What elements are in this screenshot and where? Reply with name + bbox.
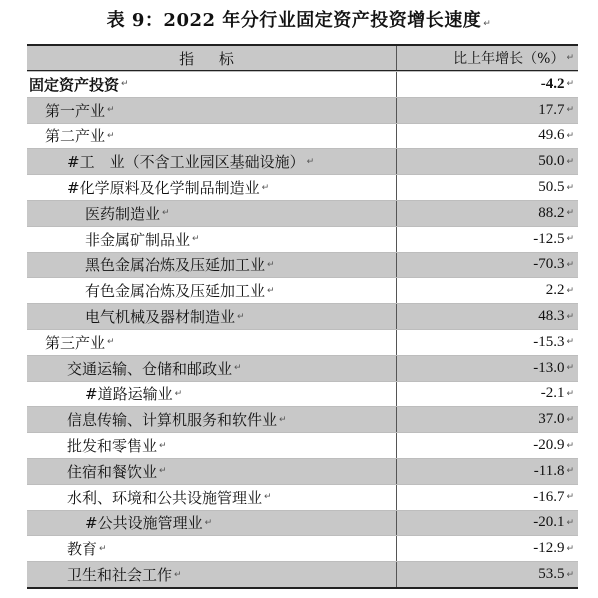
row-label-text: 第一产业 — [45, 101, 106, 120]
table-row — [27, 123, 578, 149]
row-label-text: 黑色金属冶炼及压延加工业 — [85, 256, 266, 275]
paragraph-mark-icon: ↵ — [306, 156, 315, 167]
row-label-text: #化学原料及化学制品制造业 — [67, 179, 260, 198]
paragraph-mark-icon: ↵ — [566, 569, 574, 580]
growth-table — [27, 44, 578, 589]
row-value — [397, 253, 578, 278]
table-row — [27, 406, 578, 432]
row-value — [397, 485, 578, 510]
row-value — [397, 98, 578, 123]
header-growth — [397, 46, 578, 70]
paragraph-mark-icon: ↵ — [107, 105, 115, 116]
table-row — [27, 381, 578, 407]
row-value-text: 37.0 — [538, 411, 565, 428]
row-label — [27, 149, 397, 174]
table-row — [27, 71, 578, 97]
row-label — [27, 227, 397, 252]
row-label-text: 医药制造业 — [85, 204, 161, 223]
row-label-text: #工 业（不含工业园区基础设施） — [67, 153, 305, 172]
row-label-text: 教育 — [67, 540, 98, 559]
row-value — [397, 124, 578, 149]
paragraph-mark-icon: ↵ — [566, 53, 574, 63]
row-label-text: 第三产业 — [45, 333, 106, 352]
paragraph-mark-icon: ↵ — [566, 414, 574, 425]
table-row — [27, 458, 578, 484]
row-value-text: -70.3 — [533, 256, 565, 273]
table-row — [27, 484, 578, 510]
row-value — [397, 227, 578, 252]
row-value-text: -4.2 — [540, 75, 565, 92]
row-label — [27, 382, 397, 407]
row-label — [27, 124, 397, 149]
paragraph-mark-icon: ↵ — [566, 388, 574, 399]
paragraph-mark-icon: ↵ — [159, 440, 167, 451]
paragraph-mark-icon: ↵ — [566, 105, 574, 116]
paragraph-mark-icon: ↵ — [192, 234, 200, 245]
table-row — [27, 200, 578, 226]
paragraph-mark-icon: ↵ — [566, 337, 574, 348]
paragraph-mark-icon: ↵ — [566, 311, 574, 322]
row-value-text: -11.8 — [533, 462, 565, 479]
row-label-text: 有色金属冶炼及压延加工业 — [85, 282, 266, 301]
row-value — [397, 72, 578, 97]
row-label — [27, 304, 397, 329]
paragraph-mark-icon: ↵ — [566, 182, 574, 193]
paragraph-mark-icon: ↵ — [566, 492, 574, 503]
paragraph-mark-icon: ↵ — [267, 259, 275, 270]
paragraph-mark-icon: ↵ — [204, 517, 213, 528]
row-value — [397, 562, 578, 587]
paragraph-mark-icon: ↵ — [237, 311, 245, 322]
paragraph-mark-icon: ↵ — [566, 440, 574, 451]
paragraph-mark-icon: ↵ — [566, 234, 574, 245]
row-value — [397, 407, 578, 432]
row-label — [27, 278, 397, 303]
row-label-text: 交通运输、仓储和邮政业 — [67, 359, 233, 378]
row-label-text: 批发和零售业 — [67, 437, 158, 456]
paragraph-mark-icon: ↵ — [162, 208, 170, 219]
header-growth-text: 比上年增长（%） — [453, 51, 565, 67]
row-label-text: #公共设施管理业 — [85, 514, 203, 533]
paragraph-mark-icon: ↵ — [483, 19, 492, 29]
paragraph-mark-icon: ↵ — [566, 130, 574, 141]
row-label-text: 水利、环境和公共设施管理业 — [67, 488, 263, 507]
paragraph-mark-icon: ↵ — [267, 285, 275, 296]
paragraph-mark-icon: ↵ — [234, 363, 242, 374]
paragraph-mark-icon: ↵ — [566, 466, 574, 477]
paragraph-mark-icon: ↵ — [566, 259, 574, 270]
table-row — [27, 535, 578, 561]
row-label — [27, 330, 397, 355]
paragraph-mark-icon: ↵ — [99, 543, 107, 554]
row-label-text: 住宿和餐饮业 — [67, 462, 158, 481]
paragraph-mark-icon: ↵ — [566, 156, 574, 167]
row-value-text: -20.9 — [533, 437, 565, 454]
row-label-text: 非金属矿制品业 — [85, 230, 191, 249]
row-value — [397, 382, 578, 407]
row-label-text: #道路运输业 — [85, 385, 173, 404]
row-value-text: -13.0 — [533, 359, 565, 376]
table-row — [27, 355, 578, 381]
header-indicator: 指 标 — [27, 46, 397, 70]
row-label — [27, 98, 397, 123]
row-label-text: 第二产业 — [45, 127, 106, 146]
row-value-text: -2.1 — [540, 385, 565, 402]
table-title-text: 表 9：2022 年分行业固定资产投资增长速度 — [106, 10, 482, 31]
row-value-text: 50.5 — [538, 179, 565, 196]
row-value — [397, 149, 578, 174]
row-value-text: 17.7 — [538, 101, 565, 118]
table-row — [27, 561, 578, 587]
paragraph-mark-icon: ↵ — [566, 517, 574, 528]
row-label — [27, 459, 397, 484]
row-label — [27, 253, 397, 278]
row-label — [27, 407, 397, 432]
paragraph-mark-icon: ↵ — [566, 543, 574, 554]
table-title — [0, 6, 598, 32]
row-label — [27, 536, 397, 561]
row-value — [397, 511, 578, 536]
row-value-text: 88.2 — [538, 204, 565, 221]
row-value — [397, 433, 578, 458]
row-label-text: 卫生和社会工作 — [67, 566, 173, 585]
row-label — [27, 511, 397, 536]
row-value-text: 48.3 — [538, 308, 565, 325]
row-value-text: -16.7 — [533, 488, 565, 505]
table-row — [27, 148, 578, 174]
paragraph-mark-icon: ↵ — [279, 414, 287, 425]
paragraph-mark-icon: ↵ — [121, 79, 129, 90]
row-value-text: -15.3 — [533, 333, 565, 350]
table-row — [27, 97, 578, 123]
row-value — [397, 459, 578, 484]
row-label — [27, 175, 397, 200]
row-label-text: 电气机械及器材制造业 — [85, 308, 236, 327]
table-row — [27, 432, 578, 458]
row-value-text: 53.5 — [538, 566, 565, 583]
paragraph-mark-icon: ↵ — [566, 363, 574, 374]
paragraph-mark-icon: ↵ — [566, 285, 574, 296]
paragraph-mark-icon: ↵ — [174, 569, 182, 580]
row-value — [397, 175, 578, 200]
paragraph-mark-icon: ↵ — [566, 208, 574, 219]
paragraph-mark-icon: ↵ — [159, 466, 167, 477]
table-row — [27, 329, 578, 355]
table-row — [27, 510, 578, 536]
row-value — [397, 304, 578, 329]
row-value-text: -20.1 — [533, 514, 565, 531]
row-label — [27, 562, 397, 587]
table-row — [27, 303, 578, 329]
row-value — [397, 201, 578, 226]
row-label — [27, 356, 397, 381]
paragraph-mark-icon: ↵ — [261, 182, 270, 193]
paragraph-mark-icon: ↵ — [174, 388, 183, 399]
paragraph-mark-icon: ↵ — [566, 79, 574, 90]
row-label — [27, 72, 397, 97]
paragraph-mark-icon: ↵ — [107, 337, 115, 348]
paragraph-mark-icon: ↵ — [107, 130, 115, 141]
row-label — [27, 201, 397, 226]
table-row — [27, 226, 578, 252]
table-header-row — [27, 46, 578, 71]
row-label — [27, 433, 397, 458]
row-value-text: -12.9 — [533, 540, 565, 557]
row-value-text: 2.2 — [545, 282, 565, 299]
row-value — [397, 330, 578, 355]
row-value-text: -12.5 — [533, 230, 565, 247]
row-label — [27, 485, 397, 510]
table-row — [27, 252, 578, 278]
row-value — [397, 356, 578, 381]
table-row — [27, 277, 578, 303]
table-row — [27, 174, 578, 200]
row-value-text: 49.6 — [538, 127, 565, 144]
row-label-text: 信息传输、计算机服务和软件业 — [67, 411, 278, 430]
paragraph-mark-icon: ↵ — [264, 492, 272, 503]
row-label-text: 固定资产投资 — [29, 75, 120, 94]
row-value — [397, 278, 578, 303]
row-value-text: 50.0 — [538, 153, 565, 170]
row-value — [397, 536, 578, 561]
